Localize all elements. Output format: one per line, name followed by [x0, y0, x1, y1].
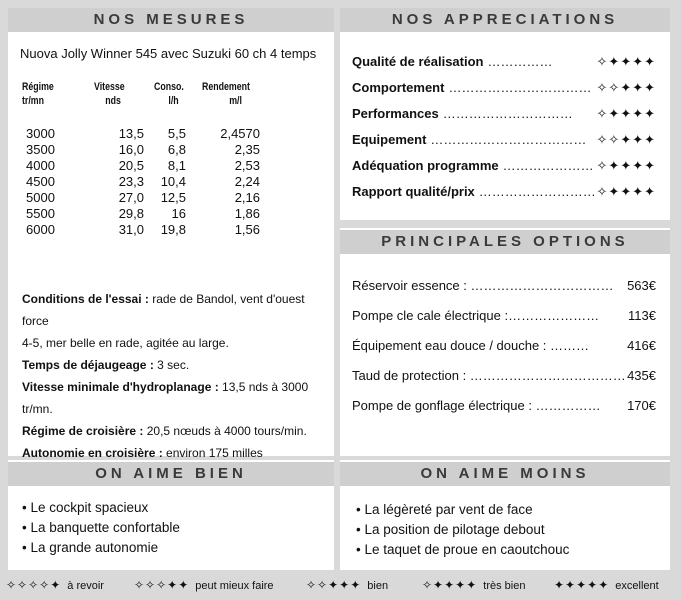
option-label: Pompe cle cale électrique :………………… — [352, 308, 600, 323]
list-item: • Le cockpit spacieux — [22, 500, 149, 515]
col-header-conso: Conso. l/h — [154, 81, 184, 107]
appreciation-dots: ……………………… — [478, 184, 596, 199]
condition-line: Conditions de l'essai : rade de Bandol, vent d'ouest force — [22, 292, 305, 328]
mesures-header: NOS MESURES — [8, 8, 334, 32]
table-cell: 31,0 — [118, 222, 144, 237]
legend-label: excellent — [615, 580, 659, 592]
appreciation-dots: ……………………………… — [430, 132, 587, 147]
appreciation-row — [352, 80, 656, 95]
aime-bien-header: ON AIME BIEN — [8, 462, 334, 486]
legend-stars: ✧✧✧✦✦ — [134, 578, 190, 592]
legend-label: peut mieux faire — [195, 580, 274, 592]
table-cell: 4500 — [26, 174, 55, 189]
rating-stars: ✧✧✦✦✦ — [596, 132, 656, 147]
table-cell: 20,5 — [118, 158, 144, 173]
appreciation-label: Rapport qualité/prix — [352, 184, 475, 199]
table-cell: 16,0 — [118, 142, 144, 157]
table-cell: 29,8 — [118, 206, 144, 221]
col-header-rendement: Rendement m/l — [202, 81, 250, 107]
table-cell: 2,16 — [234, 190, 260, 205]
table-cell: 2,53 — [234, 158, 260, 173]
rating-stars: ✧✦✦✦✦ — [596, 158, 656, 173]
condition-line: Temps de déjaugeage : 3 sec. — [22, 358, 190, 372]
legend-stars: ✧✦✦✦✦ — [422, 578, 478, 592]
list-item: • La banquette confortable — [22, 520, 180, 535]
appreciation-row — [352, 184, 656, 199]
table-cell: 16 — [171, 206, 186, 221]
option-row — [352, 368, 656, 383]
appreciation-label: Comportement — [352, 80, 445, 95]
table-cell: 3500 — [26, 142, 55, 157]
table-cell: 23,3 — [118, 174, 144, 189]
table-cell: 4000 — [26, 158, 55, 173]
appreciation-row — [352, 106, 656, 121]
aime-moins-list — [356, 500, 569, 560]
aime-moins-header: ON AIME MOINS — [340, 462, 670, 486]
legend-item — [6, 578, 104, 592]
appreciation-dots: ………………… — [502, 158, 594, 173]
rating-stars: ✧✦✦✦✦ — [596, 184, 656, 199]
legend-label: très bien — [483, 580, 526, 592]
option-label: Taud de protection : ……………………………… — [352, 368, 626, 383]
option-row — [352, 278, 656, 293]
table-cell: 2,35 — [234, 142, 260, 157]
option-label: Équipement eau douce / douche : ……… — [352, 338, 590, 353]
option-label: Réservoir essence : …………………………… — [352, 278, 614, 293]
condition-line: Vitesse minimale d'hydroplanage : 13,5 nds à 3000 tr/mn. — [22, 380, 309, 416]
appreciation-row — [352, 158, 656, 173]
table-cell: 8,1 — [167, 158, 186, 173]
appreciation-label: Equipement — [352, 132, 427, 147]
col-header-regime: Régime tr/mn — [22, 81, 54, 107]
list-item: • Le taquet de proue en caoutchouc — [356, 542, 570, 557]
option-row — [352, 398, 656, 413]
option-price: 170€ — [627, 398, 656, 413]
legend-stars: ✧✧✧✧✦ — [6, 578, 62, 592]
condition-line: Régime de croisière : 20,5 nœuds à 4000 tours/min. — [22, 424, 307, 438]
table-cell: 10,4 — [160, 174, 186, 189]
appreciation-label: Qualité de réalisation — [352, 54, 484, 69]
table-cell: 27,0 — [118, 190, 144, 205]
table-cell: 5500 — [26, 206, 55, 221]
option-row — [352, 338, 656, 353]
table-cell: 6,8 — [167, 142, 186, 157]
appreciation-dots: ………………………… — [442, 106, 573, 121]
condition-line: 4-5, mer belle en rade, agitée au large. — [22, 336, 229, 350]
legend-item — [134, 578, 274, 592]
option-price: 563€ — [627, 278, 656, 293]
list-item: • La position de pilotage debout — [356, 522, 545, 537]
appreciation-row — [352, 54, 656, 69]
option-label: Pompe de gonflage électrique : …………… — [352, 398, 601, 413]
table-cell: 1,56 — [234, 222, 260, 237]
appreciation-label: Adéquation programme — [352, 158, 499, 173]
rating-stars: ✧✦✦✦✦ — [596, 106, 656, 121]
list-item: • La légèreté par vent de face — [356, 502, 533, 517]
table-cell: 6000 — [26, 222, 55, 237]
option-price: 416€ — [627, 338, 656, 353]
condition-line: Autonomie en croisière : environ 175 milles — [22, 446, 263, 460]
appreciation-dots: …………………………… — [448, 80, 592, 95]
mesures-title: Nuova Jolly Winner 545 avec Suzuki 60 ch 4 temps — [20, 46, 317, 61]
appreciation-dots: …………… — [487, 54, 553, 69]
legend-item — [422, 578, 525, 592]
appreciation-row — [352, 132, 656, 147]
table-cell: 3000 — [26, 126, 55, 141]
option-price: 113€ — [628, 308, 656, 323]
legend-label: à revoir — [67, 580, 104, 592]
legend-label: bien — [367, 580, 389, 592]
list-item: • La grande autonomie — [22, 540, 159, 555]
aime-bien-list — [22, 498, 180, 558]
legend-stars: ✧✧✦✦✦ — [306, 578, 362, 592]
table-cell: 2,4570 — [220, 126, 260, 141]
legend-item — [306, 578, 388, 592]
options-header: PRINCIPALES OPTIONS — [340, 230, 670, 254]
table-cell: 12,5 — [160, 190, 186, 205]
col-header-vitesse: Vitesse nds — [94, 81, 125, 107]
option-row — [352, 308, 656, 323]
table-cell: 1,86 — [234, 206, 260, 221]
legend-stars: ✦✦✦✦✦ — [554, 578, 610, 592]
table-cell: 5000 — [26, 190, 55, 205]
rating-stars: ✧✦✦✦✦ — [596, 54, 656, 69]
appreciation-label: Performances — [352, 106, 439, 121]
table-cell: 19,8 — [160, 222, 186, 237]
appreciations-header: NOS APPRECIATIONS — [340, 8, 670, 32]
table-cell: 5,5 — [167, 126, 186, 141]
table-cell: 13,5 — [118, 126, 144, 141]
option-price: 435€ — [627, 368, 656, 383]
legend-item — [554, 578, 659, 592]
rating-stars: ✧✧✦✦✦ — [596, 80, 656, 95]
table-cell: 2,24 — [234, 174, 260, 189]
test-conditions — [22, 288, 332, 464]
